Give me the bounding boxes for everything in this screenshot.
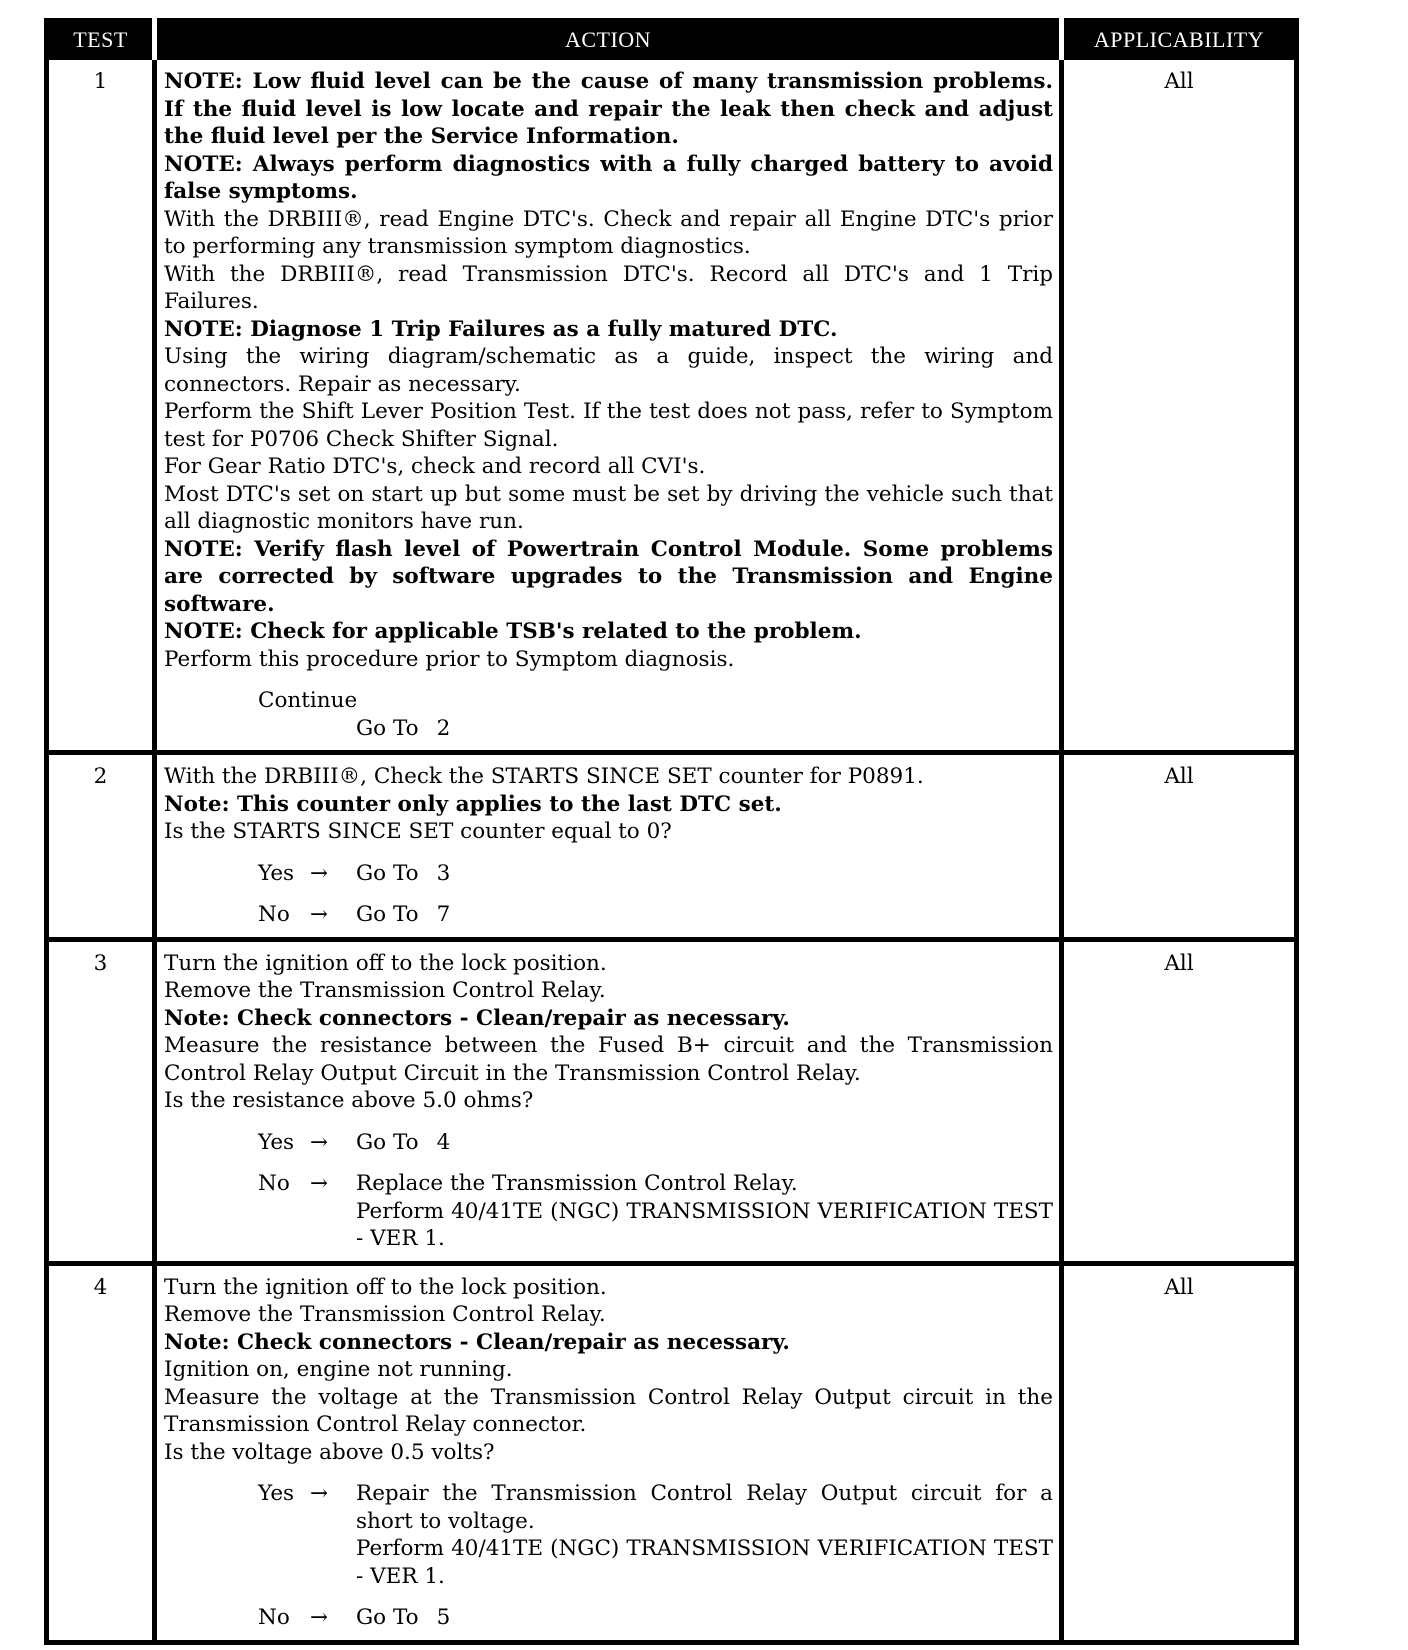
goto-target: 2: [436, 715, 451, 741]
option-key: No: [258, 1171, 290, 1196]
action-line: Note: Check connectors - Clean/repair as necessary.: [164, 1329, 790, 1355]
option-body: [356, 1170, 1053, 1253]
table-row: [47, 939, 1297, 1263]
continue-goto: [356, 715, 1053, 743]
table-header-row: [47, 21, 1297, 59]
options-list: [164, 1129, 1053, 1253]
action-line: Is the STARTS SINCE SET counter equal to 0?: [164, 819, 672, 844]
action-line: Note: Check connectors - Clean/repair as necessary.: [164, 1005, 790, 1031]
option-key: Yes: [258, 1129, 295, 1155]
goto-target: 5: [436, 1605, 451, 1630]
test-number: 4: [47, 1263, 155, 1642]
action-line: Remove the Transmission Control Relay.: [164, 1302, 606, 1327]
action-line: Most DTC's set on start up but some must be set by driving the vehicle such that all diagnostic monitors have run.: [164, 481, 1053, 534]
action-line: Perform this procedure prior to Symptom diagnosis.: [164, 646, 735, 672]
option-body: [356, 1480, 1053, 1590]
test-number: 1: [47, 59, 155, 753]
options-list: [164, 1480, 1053, 1632]
action-line: With the DRBIII®, Check the STARTS SINCE SET counter for P0891.: [164, 764, 924, 789]
option-yes: [164, 1480, 1053, 1590]
action-line: NOTE: Verify flash level of Powertrain Control Module. Some problems are corrected by software upgrades to the Transmission and Engine software.: [164, 536, 1053, 617]
action-line: NOTE: Low fluid level can be the cause of many transmission problems. If the fluid level is low locate and repair the leak then check and adjust the fluid level per the Service Information.: [164, 69, 1053, 149]
header-action: ACTION: [155, 21, 1062, 59]
option-no: [164, 1170, 1053, 1253]
option-yes: [164, 860, 1053, 888]
option-no: [164, 901, 1053, 929]
action-line: NOTE: Always perform diagnostics with a fully charged battery to avoid false symptoms.: [164, 151, 1053, 204]
options-list: [164, 860, 1053, 929]
action-line: Note: This counter only applies to the last DTC set.: [164, 791, 782, 817]
action-line: For Gear Ratio DTC's, check and record all CVI's.: [164, 454, 706, 479]
action-cell: [155, 59, 1062, 753]
action-cell: [155, 1263, 1062, 1642]
action-line: Remove the Transmission Control Relay.: [164, 978, 606, 1003]
goto-label: Go To: [356, 860, 419, 886]
arrow-right-icon: →: [310, 1481, 329, 1506]
diagnostic-procedure-page: [44, 18, 1294, 1645]
option-key: No: [258, 902, 290, 927]
goto-label: Go To: [356, 715, 419, 741]
diagnostic-table: [44, 18, 1299, 1645]
goto-target: 4: [436, 1129, 451, 1155]
action-line: NOTE: Diagnose 1 Trip Failures as a fully matured DTC.: [164, 316, 838, 342]
option-body: [356, 1129, 1053, 1157]
arrow-right-icon: →: [310, 1605, 329, 1630]
table-row: [47, 753, 1297, 940]
applicability-cell: All: [1062, 753, 1297, 940]
action-line: Perform the Shift Lever Position Test. If the test does not pass, refer to Symptom test for P0706 Check Shifter Signal.: [164, 399, 1053, 452]
action-line: Using the wiring diagram/schematic as a guide, inspect the wiring and connectors. Repair as necessary.: [164, 344, 1053, 397]
option-text: Replace the Transmission Control Relay.: [356, 1171, 798, 1196]
option-text: Perform 40/41TE (NGC) TRANSMISSION VERIFICATION TEST - VER 1.: [356, 1536, 1053, 1589]
action-cell: [155, 753, 1062, 940]
header-test: TEST: [47, 21, 155, 59]
action-line: NOTE: Check for applicable TSB's related to the problem.: [164, 619, 862, 644]
table-row: [47, 59, 1297, 753]
option-body: [356, 1604, 1053, 1632]
goto-label: Go To: [356, 1605, 419, 1630]
option-key: Yes: [258, 1481, 295, 1506]
option-text: Perform 40/41TE (NGC) TRANSMISSION VERIFICATION TEST - VER 1.: [356, 1198, 1053, 1251]
goto-target: 3: [436, 860, 451, 886]
action-line: Measure the voltage at the Transmission Control Relay Output circuit in the Transmission Control Relay connector.: [164, 1384, 1053, 1437]
option-no: [164, 1604, 1053, 1632]
header-applicability: APPLICABILITY: [1062, 21, 1297, 59]
arrow-right-icon: →: [310, 902, 329, 927]
goto-label: Go To: [356, 902, 419, 927]
test-number: 2: [47, 753, 155, 940]
option-body: [356, 901, 1053, 929]
option-text: Repair the Transmission Control Relay Output circuit for a short to voltage.: [356, 1481, 1053, 1534]
option-key: No: [258, 1605, 290, 1630]
test-number: 3: [47, 939, 155, 1263]
applicability-cell: All: [1062, 1263, 1297, 1642]
goto-label: Go To: [356, 1129, 419, 1155]
arrow-right-icon: →: [310, 1129, 329, 1155]
action-line: Measure the resistance between the Fused B+ circuit and the Transmission Control Relay Output Circuit in the Transmission Control Relay.: [164, 1033, 1053, 1086]
option-key: Yes: [258, 860, 295, 886]
applicability-cell: All: [1062, 939, 1297, 1263]
action-cell: [155, 939, 1062, 1263]
option-yes: [164, 1129, 1053, 1157]
action-line: Is the resistance above 5.0 ohms?: [164, 1088, 534, 1113]
continue-label: Continue: [258, 688, 358, 713]
option-body: [356, 860, 1053, 888]
applicability-cell: All: [1062, 59, 1297, 753]
action-line: Is the voltage above 0.5 volts?: [164, 1439, 495, 1465]
action-line: With the DRBIII®, read Transmission DTC's. Record all DTC's and 1 Trip Failures.: [164, 261, 1053, 314]
action-line: Turn the ignition off to the lock position.: [164, 950, 607, 976]
table-row: [47, 1263, 1297, 1642]
arrow-right-icon: →: [310, 860, 329, 886]
arrow-right-icon: →: [310, 1171, 329, 1196]
action-line: Turn the ignition off to the lock position.: [164, 1274, 607, 1300]
goto-target: 7: [436, 902, 451, 927]
action-line: With the DRBIII®, read Engine DTC's. Check and repair all Engine DTC's prior to performing any transmission symptom diagnostics.: [164, 206, 1053, 259]
action-line: Ignition on, engine not running.: [164, 1357, 513, 1382]
